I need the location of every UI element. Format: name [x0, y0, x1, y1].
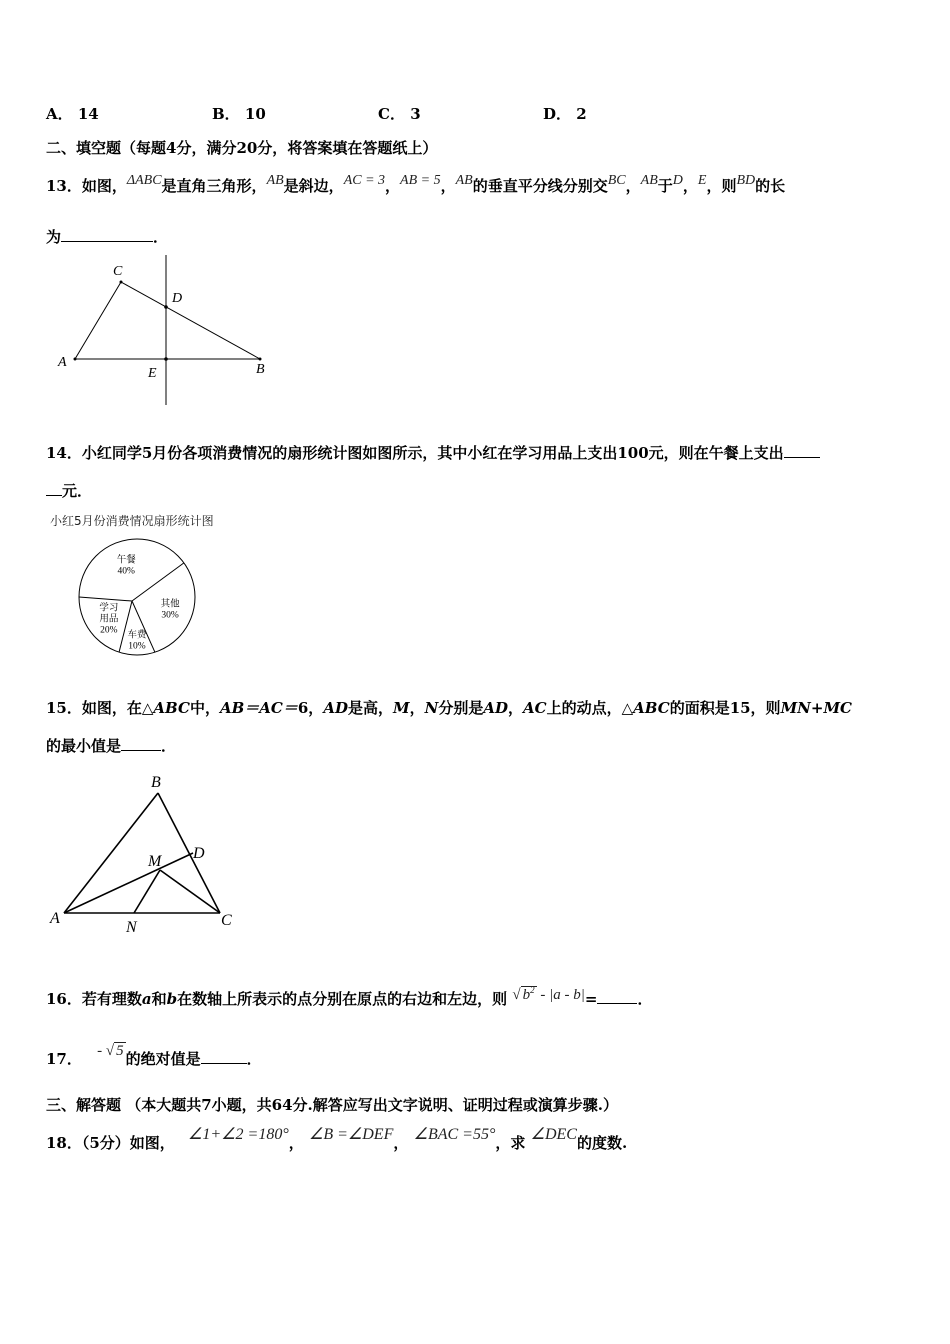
option-b: B． 10: [212, 105, 266, 123]
label-m: M: [148, 853, 162, 870]
q15-line2: 的最小值是 ．: [46, 737, 177, 755]
pie-label: 用品: [99, 614, 119, 625]
section3-title: 三、解答题 （本大题共7小题，共64分.解答应写出文字说明、证明过程或演算步骤.）: [46, 1096, 618, 1114]
answer-blank: [784, 443, 820, 458]
q16-line: 16．若有理数a和b在数轴上所表示的点分别在原点的右边和左边，则 √ $b^2 - |a - b|=$ ．: [46, 985, 653, 1008]
pie-chart-title: 小红5月份消费情况扇形统计图: [50, 514, 214, 528]
pie-label: 30%: [161, 610, 179, 621]
option-d: D． 2: [543, 105, 587, 123]
pie-label: 其他: [160, 599, 180, 610]
answer-blank: [46, 481, 62, 496]
q18-line: 18．（5分）如图， ∠1+∠2 =180°， ∠B =∠DEF， ∠BAC =55°，求 ∠DEC的度数.: [46, 1126, 628, 1152]
label-d: D: [172, 291, 183, 306]
label-b: B: [256, 362, 265, 377]
pie-chart: [70, 530, 205, 665]
q17-line: 17． - √ 5 的绝对值是 ．: [46, 1043, 262, 1068]
pie-label: 学习: [99, 603, 119, 614]
answer-blank: [597, 989, 637, 1004]
answer-blank: [201, 1049, 247, 1064]
q15-line1: 15．如图，在△ABC中，AB＝AC＝6，AD是高，M，N分别是AD，AC上的动点，△ABC的面积是15，则MN+MC: [46, 699, 852, 717]
label-a: A: [50, 910, 60, 927]
label-d: D: [193, 845, 205, 862]
label-n: N: [126, 919, 137, 936]
pie-label: 40%: [117, 566, 135, 577]
q13-line1: 13．如图，ΔABC是直角三角形，AB是斜边，AC = 3，AB = 5，AB的垂直平分线分别交BC，AB于D，E，则BD的长: [46, 173, 786, 195]
section2-title: 二、填空题（每题4分，满分20分，将答案填在答题纸上）: [46, 139, 438, 157]
q16-expression: √ $b^2 - |a - b|$: [512, 985, 585, 1003]
label-b: B: [151, 774, 161, 791]
answer-blank: [121, 736, 161, 751]
option-c: C． 3: [378, 105, 421, 123]
q14-line2: 元．: [46, 480, 92, 501]
label-e: E: [148, 366, 157, 381]
q15-figure: [45, 770, 245, 940]
label-c: C: [113, 264, 123, 279]
label-c: C: [221, 912, 232, 929]
pie-label: 20%: [100, 625, 118, 636]
pie-label: 车费: [127, 630, 147, 641]
answer-blank: [61, 227, 153, 242]
q17-expression: - √ 5: [97, 1043, 124, 1059]
q14-line1: 14．小红同学5月份各项消费情况的扇形统计图如图所示，其中小红在学习用品上支出100元，则在午餐上支出: [46, 442, 820, 463]
option-a: A． 14: [46, 105, 99, 123]
pie-label: 10%: [128, 641, 146, 652]
pie-label: 午餐: [116, 555, 136, 566]
label-a: A: [58, 355, 67, 370]
q13-line2: 为 ．: [46, 228, 169, 246]
q13-figure: [40, 255, 290, 410]
